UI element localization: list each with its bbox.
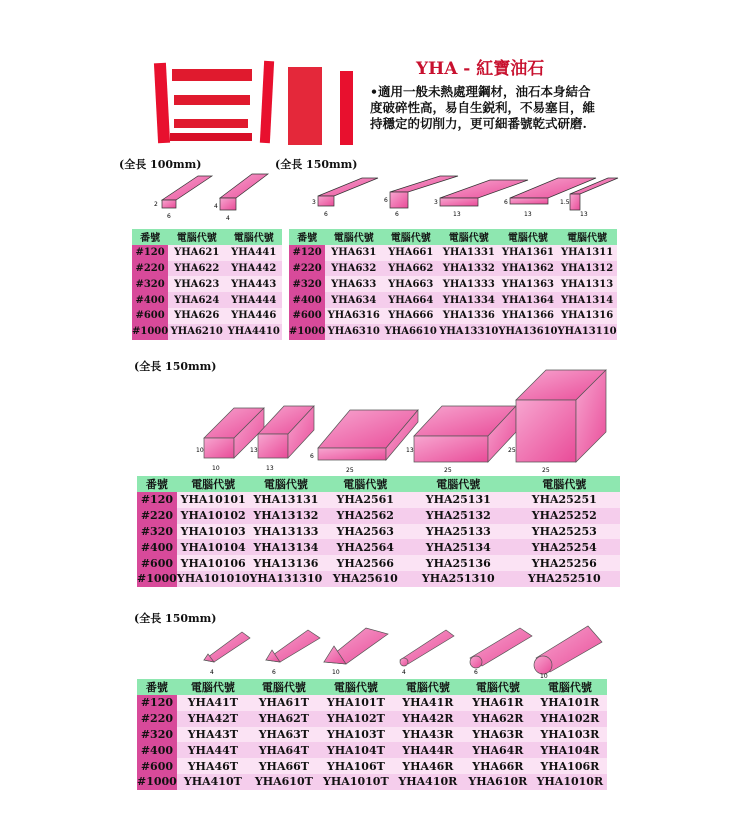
code-cell: YHA41T: [177, 695, 249, 711]
dim-label: 6: [310, 453, 314, 460]
code-cell: YHA1334: [439, 292, 498, 308]
table-row: [132, 276, 282, 292]
code-cell: YHA42R: [393, 711, 463, 727]
code-cell: YHA102T: [319, 711, 393, 727]
code-cell: YHA2561: [322, 492, 408, 508]
code-cell: YHA61R: [463, 695, 533, 711]
table-row: [137, 742, 607, 758]
dim-label: 4: [226, 215, 230, 222]
stone-diagrams-row1: [140, 170, 620, 228]
table-row: [289, 276, 617, 292]
grade-cell: #220: [137, 508, 177, 524]
code-cell: YHA661: [382, 245, 439, 261]
header-code: 電腦代號: [533, 679, 607, 695]
grade-cell: #320: [137, 727, 177, 743]
code-cell: YHA104R: [533, 742, 607, 758]
code-cell: YHA101R: [533, 695, 607, 711]
table-row: [137, 727, 607, 743]
code-cell: YHA2566: [322, 555, 408, 571]
dim-label: 10: [212, 465, 220, 472]
header-code: 電腦代號: [168, 229, 225, 245]
code-cell: YHA44R: [393, 742, 463, 758]
code-cell: YHA1316: [558, 308, 617, 324]
header-grade: 番號: [137, 679, 177, 695]
dim-label: 6: [395, 211, 399, 218]
description-line: •適用一般未熱處理鋼材，油石本身結合: [370, 84, 591, 99]
stone-diagrams-row3: [190, 620, 610, 678]
code-cell: YHA25253: [508, 524, 620, 540]
code-cell: YHA106T: [319, 758, 393, 774]
grade-cell: #600: [132, 308, 168, 324]
code-cell: YHA441: [225, 245, 282, 261]
dim-label: 6: [474, 669, 478, 676]
code-cell: YHA6310: [325, 324, 382, 340]
dim-label: 13: [266, 465, 274, 472]
grade-cell: #600: [289, 308, 325, 324]
code-cell: YHA25610: [322, 571, 408, 587]
code-cell: YHA41R: [393, 695, 463, 711]
header-grade: 番號: [132, 229, 168, 245]
grade-cell: #220: [289, 261, 325, 277]
table-row: [137, 555, 620, 571]
code-cell: YHA42T: [177, 711, 249, 727]
code-cell: YHA1361: [498, 245, 557, 261]
header-code: 電腦代號: [439, 229, 498, 245]
code-cell: YHA1333: [439, 276, 498, 292]
code-cell: YHA662: [382, 261, 439, 277]
code-cell: YHA6210: [168, 324, 225, 340]
code-cell: YHA621: [168, 245, 225, 261]
header-code: 電腦代號: [177, 476, 250, 492]
dim-label: 13: [524, 211, 532, 218]
code-cell: YHA103T: [319, 727, 393, 743]
dim-label: 10: [332, 669, 340, 676]
code-cell: YHA13310: [439, 324, 498, 340]
code-cell: YHA10106: [177, 555, 250, 571]
table-row: [137, 539, 620, 555]
grade-cell: #120: [137, 695, 177, 711]
code-cell: YHA610T: [249, 774, 319, 790]
table-row: [132, 261, 282, 277]
length-label-100: (全長 100mm): [119, 158, 202, 171]
grade-cell: #400: [132, 292, 168, 308]
dim-label: 25: [542, 467, 550, 474]
grade-cell: #120: [137, 492, 177, 508]
dim-label: 3: [312, 199, 316, 206]
dim-label: 6: [167, 213, 171, 220]
dim-label: 25: [508, 447, 516, 454]
table-row: [289, 245, 617, 261]
table-row: [289, 324, 617, 340]
code-cell: YHA2564: [322, 539, 408, 555]
code-cell: YHA2562: [322, 508, 408, 524]
dim-label: 25: [346, 467, 354, 474]
header-code: 電腦代號: [250, 476, 323, 492]
code-cell: YHA634: [325, 292, 382, 308]
code-cell: YHA64T: [249, 742, 319, 758]
header-code: 電腦代號: [382, 229, 439, 245]
dim-label: 10: [196, 447, 204, 454]
header-code: 電腦代號: [393, 679, 463, 695]
code-cell: YHA1366: [498, 308, 557, 324]
code-cell: YHA13132: [250, 508, 323, 524]
grade-cell: #220: [137, 711, 177, 727]
grade-cell: #600: [137, 758, 177, 774]
code-cell: YHA1313: [558, 276, 617, 292]
header-code: 電腦代號: [325, 229, 382, 245]
code-cell: YHA632: [325, 261, 382, 277]
table-row: [289, 308, 617, 324]
dim-label: 4: [214, 203, 218, 210]
code-cell: YHA1363: [498, 276, 557, 292]
grade-cell: #1000: [132, 324, 168, 340]
code-cell: YHA664: [382, 292, 439, 308]
table-row: [137, 758, 607, 774]
length-label-150: (全長 150mm): [134, 360, 217, 373]
table-row: [289, 292, 617, 308]
code-cell: YHA25136: [408, 555, 508, 571]
code-cell: YHA101T: [319, 695, 393, 711]
code-cell: YHA62R: [463, 711, 533, 727]
table-row: [137, 695, 607, 711]
code-cell: YHA610R: [463, 774, 533, 790]
code-cell: YHA61T: [249, 695, 319, 711]
header-code: 電腦代號: [463, 679, 533, 695]
table-100mm: [132, 229, 282, 340]
code-cell: YHA13110: [558, 324, 617, 340]
code-cell: YHA63T: [249, 727, 319, 743]
grade-cell: #320: [132, 276, 168, 292]
code-cell: YHA1336: [439, 308, 498, 324]
product-photo: [148, 55, 363, 155]
dim-label: 6: [384, 197, 388, 204]
code-cell: YHA666: [382, 308, 439, 324]
description: [370, 84, 620, 132]
header-grade: 番號: [289, 229, 325, 245]
grade-cell: #400: [137, 742, 177, 758]
code-cell: YHA626: [168, 308, 225, 324]
description-line: 持穩定的切削力，更可細番號乾式研磨.: [370, 116, 587, 131]
code-cell: YHA46T: [177, 758, 249, 774]
code-cell: YHA46R: [393, 758, 463, 774]
header-grade: 番號: [137, 476, 177, 492]
dim-label: 13: [406, 447, 414, 454]
table-row: [137, 711, 607, 727]
table-row: [132, 324, 282, 340]
code-cell: YHA623: [168, 276, 225, 292]
dim-label: 2: [154, 201, 158, 208]
code-cell: YHA10103: [177, 524, 250, 540]
code-cell: YHA446: [225, 308, 282, 324]
stone-diagrams-row2: [186, 366, 616, 476]
code-cell: YHA101010: [176, 572, 250, 586]
code-cell: YHA64R: [463, 742, 533, 758]
length-label-150: (全長 150mm): [275, 158, 358, 171]
table-header-row: [137, 679, 607, 695]
code-cell: YHA103R: [533, 727, 607, 743]
header-code: 電腦代號: [498, 229, 557, 245]
code-cell: YHA25254: [508, 539, 620, 555]
code-cell: YHA13610: [498, 324, 557, 340]
code-cell: YHA13136: [250, 555, 323, 571]
code-cell: YHA66T: [249, 758, 319, 774]
code-cell: YHA131310: [249, 572, 323, 586]
header-code: 電腦代號: [249, 679, 319, 695]
code-cell: YHA633: [325, 276, 382, 292]
code-cell: YHA102R: [533, 711, 607, 727]
grade-cell: #1000: [289, 324, 325, 340]
dim-label: 13: [250, 447, 258, 454]
code-cell: YHA1312: [558, 261, 617, 277]
code-cell: YHA25256: [508, 555, 620, 571]
code-cell: YHA622: [168, 261, 225, 277]
dim-label: 10: [540, 673, 548, 678]
code-cell: YHA1311: [558, 245, 617, 261]
dim-label: 13: [580, 211, 588, 218]
header-code: 電腦代號: [322, 476, 408, 492]
code-cell: YHA1010R: [533, 774, 607, 790]
table-150mm-triangle-round: [137, 679, 607, 790]
grade-cell: #320: [137, 524, 177, 540]
code-cell: YHA43R: [393, 727, 463, 743]
header-code: 電腦代號: [508, 476, 620, 492]
table-header-row: [289, 229, 617, 245]
code-cell: YHA2563: [322, 524, 408, 540]
dim-label: 13: [453, 211, 461, 218]
oilstone-product-image: [154, 61, 353, 145]
dim-label: 25: [444, 467, 452, 474]
code-cell: YHA6610: [382, 324, 439, 340]
code-cell: YHA442: [225, 261, 282, 277]
header-code: 電腦代號: [225, 229, 282, 245]
dim-label: 4: [210, 669, 214, 676]
code-cell: YHA252510: [508, 571, 620, 587]
code-cell: YHA251310: [408, 571, 508, 587]
code-cell: YHA106R: [533, 758, 607, 774]
code-cell: YHA10104: [177, 539, 250, 555]
code-cell: YHA1314: [558, 292, 617, 308]
code-cell: YHA66R: [463, 758, 533, 774]
table-row: [132, 292, 282, 308]
length-label-150: (全長 150mm): [134, 612, 217, 625]
code-cell: YHA25252: [508, 508, 620, 524]
code-cell: YHA1364: [498, 292, 557, 308]
table-row: [137, 774, 607, 790]
code-cell: YHA13131: [250, 492, 323, 508]
grade-cell: #1000: [137, 572, 177, 586]
code-cell: YHA10102: [177, 508, 250, 524]
table-row: [137, 571, 620, 587]
table-row: [137, 492, 620, 508]
grade-cell: #600: [137, 555, 177, 571]
code-cell: YHA10101: [177, 492, 250, 508]
code-cell: YHA663: [382, 276, 439, 292]
code-cell: YHA25251: [508, 492, 620, 508]
code-cell: YHA1332: [439, 261, 498, 277]
grade-cell: #120: [289, 245, 325, 261]
table-row: [132, 245, 282, 261]
grade-cell: #320: [289, 276, 325, 292]
code-cell: YHA25131: [408, 492, 508, 508]
grade-cell: #120: [132, 245, 168, 261]
code-cell: YHA44T: [177, 742, 249, 758]
code-cell: YHA443: [225, 276, 282, 292]
table-row: [137, 508, 620, 524]
table-row: [137, 524, 620, 540]
table-row: [132, 308, 282, 324]
dim-label: 6: [272, 669, 276, 676]
grade-cell: #400: [289, 292, 325, 308]
dim-label: 3: [434, 199, 438, 206]
code-cell: YHA4410: [225, 324, 282, 340]
code-cell: YHA13133: [250, 524, 323, 540]
description-line: 度破碎性高，易自生鋭利，不易塞目，維: [370, 100, 596, 115]
code-cell: YHA13134: [250, 539, 323, 555]
table-150mm-small: [289, 229, 617, 340]
code-cell: YHA410R: [393, 774, 463, 790]
dim-label: 4: [402, 669, 406, 676]
dim-label: 6: [324, 211, 328, 218]
code-cell: YHA410T: [177, 774, 249, 790]
code-cell: YHA104T: [319, 742, 393, 758]
code-cell: YHA43T: [177, 727, 249, 743]
dim-label: 6: [504, 199, 508, 206]
code-cell: YHA6316: [325, 308, 382, 324]
table-row: [289, 261, 617, 277]
grade-cell: #1000: [137, 775, 177, 789]
header-code: 電腦代號: [319, 679, 393, 695]
code-cell: YHA62T: [249, 711, 319, 727]
code-cell: YHA1362: [498, 261, 557, 277]
header-code: 電腦代號: [177, 679, 249, 695]
code-cell: YHA1331: [439, 245, 498, 261]
dim-label: 1.5: [560, 199, 570, 206]
code-cell: YHA444: [225, 292, 282, 308]
page-title: YHA - 紅寶油石: [416, 59, 545, 79]
code-cell: YHA631: [325, 245, 382, 261]
header-code: 電腦代號: [408, 476, 508, 492]
code-cell: YHA25134: [408, 539, 508, 555]
code-cell: YHA25133: [408, 524, 508, 540]
table-150mm-large: [137, 476, 620, 587]
table-header-row: [132, 229, 282, 245]
header-code: 電腦代號: [558, 229, 617, 245]
code-cell: YHA25132: [408, 508, 508, 524]
grade-cell: #220: [132, 261, 168, 277]
code-cell: YHA1010T: [319, 774, 393, 790]
code-cell: YHA63R: [463, 727, 533, 743]
code-cell: YHA624: [168, 292, 225, 308]
table-header-row: [137, 476, 620, 492]
grade-cell: #400: [137, 539, 177, 555]
